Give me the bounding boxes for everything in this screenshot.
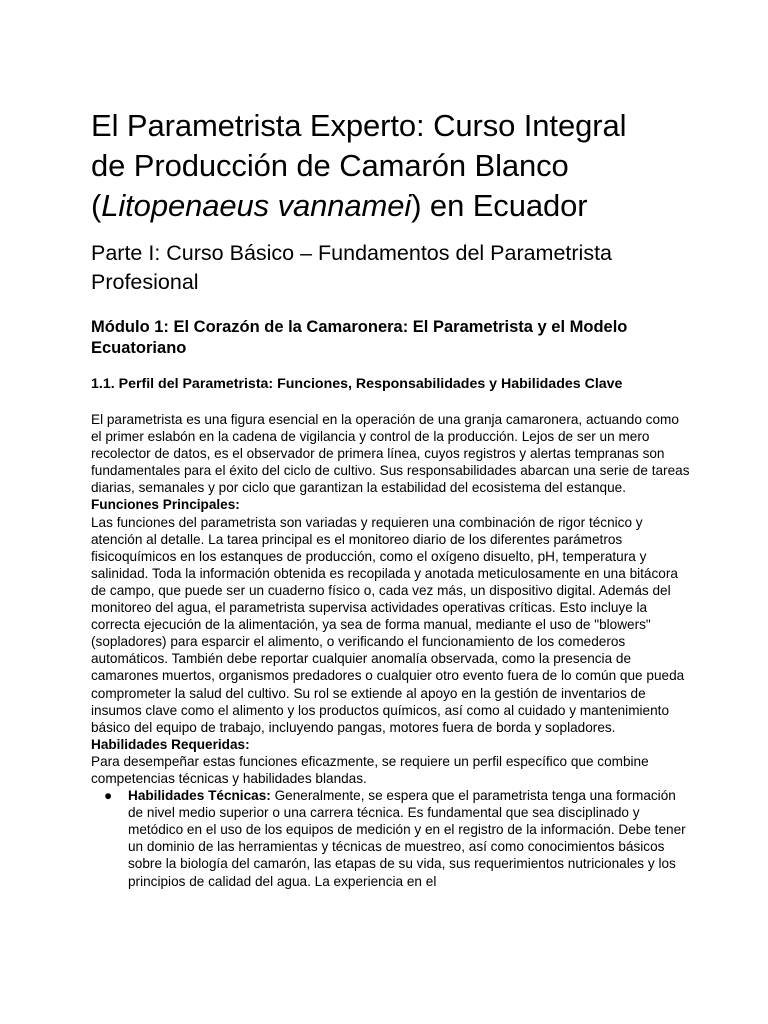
title-paren-open: ( (91, 188, 102, 223)
functions-paragraph: Las funciones del parametrista son variadas y requieren una combinación de rigor técnico y atención al detalle. La tarea principal es el monitoreo diario de los diferentes parámetros fisicoquímicos en los estanques de producción, como el oxígeno disuelto, pH, temperatura y salinidad. Toda la información obtenida es recopilada y anotada meticulosamente en una bitácora de campo, que puede ser un cuaderno físico o, cada vez más, un dispositivo digital. Además del monitoreo del agua, el parametrista supervisa actividades operativas críticas. Esto incluye la correcta ejecución de la alimentación, ya sea de forma manual, mediante el uso de "blowers" (sopladores) para esparcir el alimento, o verificando el funcionamiento de los comederos automáticos. También debe reportar cualquier anomalía observada, como la presencia de camarones muertos, organismos predadores o cualquier otro evento fuera de lo común que pueda comprometer la salud del cultivo. Su rol se extiende al apoyo en la gestión de inventarios de insumos clave como el alimento y los productos químicos, así como al cuidado y mantenimiento básico del equipo de trabajo, incluyendo pangas, motores fuera de borda y sopladores. (91, 514, 685, 735)
functions-heading: Funciones Principales: (91, 497, 240, 513)
intro-paragraph: El parametrista es una figura esencial en la operación de una granja camaronera, actuando como el primer eslabón en la cadena de vigilancia y control de la producción. Lejos de ser un mero recolector de datos, es el observador de primera línea, cuyos registros y alertas tempranas son fundamentales para el éxito del ciclo de cultivo. Sus responsabilidades abarcan una serie de tareas diarias, semanales y por ciclo que garantizan la estabilidad del ecosistema del estanque. (91, 412, 690, 496)
skills-heading: Habilidades Requeridas: (91, 736, 250, 752)
part-title: Parte I: Curso Básico – Fundamentos del Parametrista Profesional (91, 241, 613, 294)
title-species-name: Litopenaeus vannamei (101, 188, 412, 223)
document-page (91, 106, 691, 890)
title-line-2: de Producción de Camarón Blanco (91, 148, 569, 183)
bullet-label: Habilidades Técnicas: (128, 788, 271, 804)
title-line-1: El Parametrista Experto: Curso Integral (91, 108, 627, 143)
bullet-icon: ● (104, 788, 113, 804)
list-item (91, 787, 691, 890)
section-title: 1.1. Perfil del Parametrista: Funciones, Responsabilidades y Habilidades Clave (91, 376, 623, 392)
title-line-3-rest: ) en Ecuador (411, 188, 588, 223)
skills-paragraph: Para desempeñar estas funciones eficazmente, se requiere un perfil específico que combine competencias técnicas y habilidades blandas. (91, 753, 649, 786)
document-title (91, 106, 691, 226)
bullet-text: Generalmente, se espera que el parametrista tenga una formación de nivel medio superior o una carrera técnica. Es fundamental que sea disciplinado y metódico en el uso de los equipos de medición y en el registro de la información. Debe tener un dominio de las herramientas y técnicas de muestreo, así como conocimientos básicos sobre la biología del camarón, las etapas de su vida, sus requerimientos nutricionales y los principios de calidad del agua. La experiencia en el (128, 788, 686, 889)
skills-list (91, 787, 691, 890)
module-title: Módulo 1: El Corazón de la Camaronera: El Parametrista y el Modelo Ecuatoriano (91, 318, 628, 357)
